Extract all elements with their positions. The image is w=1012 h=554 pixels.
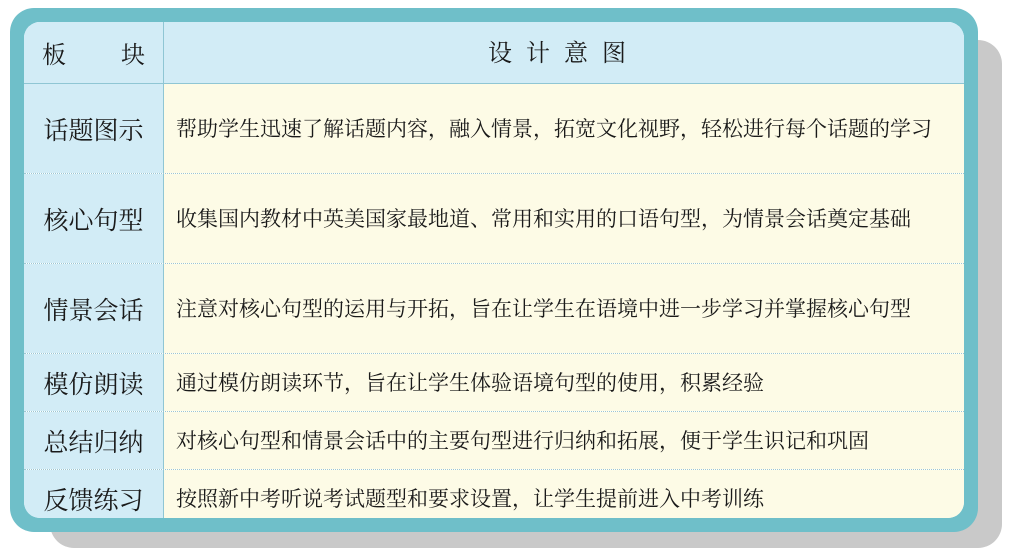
row-description (164, 470, 964, 518)
row-description-text: 帮助学生迅速了解话题内容，融入情景，拓宽文化视野，轻松进行每个话题的学习 (176, 116, 932, 141)
table-row (24, 84, 964, 174)
row-description (164, 412, 964, 469)
table-row (24, 412, 964, 470)
table-row (24, 354, 964, 412)
row-description-text: 收集国内教材中英美国家最地道、常用和实用的口语句型，为情景会话奠定基础 (176, 206, 911, 231)
row-description (164, 264, 964, 353)
table-row (24, 470, 964, 518)
row-description-text: 对核心句型和情景会话中的主要句型进行归纳和拓展，便于学生识记和巩固 (176, 428, 869, 453)
table-header (24, 22, 964, 84)
row-section: 模仿朗读 (24, 354, 164, 411)
row-section: 总结归纳 (24, 412, 164, 469)
table-row (24, 174, 964, 264)
row-description (164, 84, 964, 173)
row-description (164, 354, 964, 411)
header-section-char-1: 板 (42, 41, 66, 69)
row-section: 话题图示 (24, 84, 164, 173)
header-section-column (24, 22, 164, 83)
row-section: 反馈练习 (24, 470, 164, 518)
row-section: 核心句型 (24, 174, 164, 263)
row-description-text: 按照新中考听说考试题型和要求设置，让学生提前进入中考训练 (176, 487, 764, 511)
design-intent-table (24, 22, 964, 518)
header-section-char-2: 块 (121, 41, 145, 69)
table-frame (10, 8, 978, 532)
row-description-text: 注意对核心句型的运用与开拓，旨在让学生在语境中进一步学习并掌握核心句型 (176, 296, 911, 321)
row-section: 情景会话 (24, 264, 164, 353)
row-description (164, 174, 964, 263)
row-description-text: 通过模仿朗读环节，旨在让学生体验语境句型的使用，积累经验 (176, 370, 764, 395)
table-row (24, 264, 964, 354)
header-intent-column: 设计意图 (164, 22, 964, 83)
